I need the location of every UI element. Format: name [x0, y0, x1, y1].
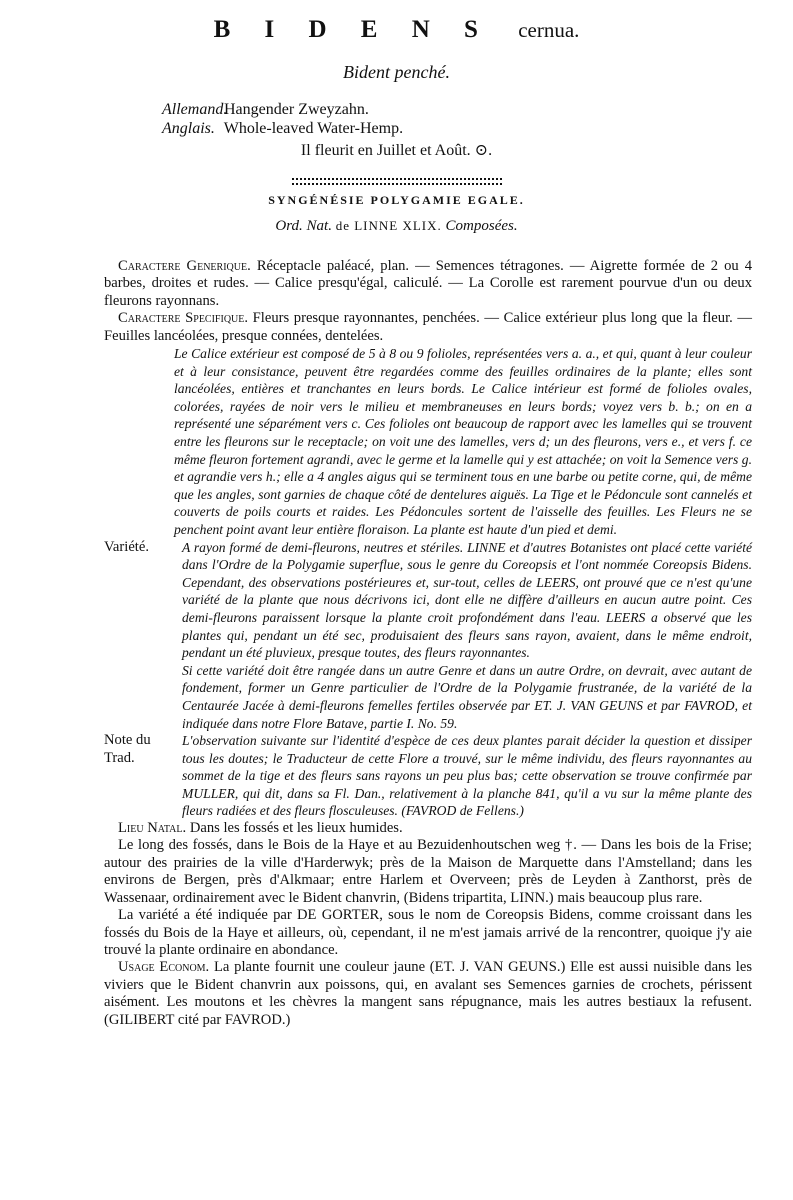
- flowering-period: Il fleurit en Juillet et Août. ⊙.: [300, 142, 493, 159]
- section-text: La plante fournit une couleur jaune (ET. J. VAN GEUNS.) Elle est aussi nuisible dans les viviers que le Bident chanvrin aux poissons, qui, en avalant ses Semences garnies de crochets, périssent aisément. Les moutons et les chèvres la mangent sans répugnance, mais les autres bestiaux la refusent. (GILIBERT cité par FAVROD.): [104, 959, 753, 1028]
- locations: Le long des fossés, dans le Bois de la Haye et au Bezuidenhoutschen weg †. — Dans les bois de la Frise; autour des prairies de la ville d'Harderwyk; près de la Maison de Marquette dans l'Amstelland; dans les environs de Bergen, près d'Alkmaar; entre Harlem et Overveen; près de Leyden à Zanthorst, près de Wassenaar, ordinairement avec le Bident chanvrin, (Bidens tripartita, LINN.) mais beaucoup plus rare.: [104, 837, 752, 906]
- common-name: Whole-leaved Water-Hemp.: [223, 120, 404, 137]
- variety-continuation: Si cette variété doit être rangée dans un autre Genre et dans un autre Ordre, on devrait, avec autant de fondement, former un Genre particulier de l'Ordre de la Polygamie frustranée, de la variété de la Centaurée Jacée à demi-fleurons femelles fertiles observée par ET. J. VAN GEUNS et par FAVROD, et indiquée dans notre Flore Batave, partie I. No. 59.: [182, 662, 752, 731]
- section-label: Usage Econom.: [118, 959, 210, 976]
- natural-order: [0, 218, 793, 235]
- generic-character: [104, 258, 752, 310]
- section-label: Caractere Generique.: [118, 258, 251, 274]
- order-name: Composées.: [445, 218, 518, 234]
- section-text: Réceptacle paléacé, plan. — Semences tétragones. — Aigrette formée de 2 ou 4 barbes, droites et rudes. — Calice presqu'égal, caliculé. — La Corolle est rarement pourvue d'un ou deux fleurons rayonnans.: [104, 258, 753, 309]
- classification: SYNGÉNÉSIE POLYGAMIE EGALE.: [268, 193, 525, 207]
- common-name-german: [162, 100, 403, 119]
- economic-use: [104, 959, 752, 1029]
- section-label: Variété.: [104, 538, 149, 555]
- section-label: Note du Trad.: [104, 732, 151, 766]
- french-name: Bident penché.: [343, 62, 450, 82]
- section-label: Lieu Natal.: [118, 820, 187, 837]
- main-text: [104, 258, 752, 1029]
- language-label: Allemand.: [162, 101, 228, 118]
- common-name: Hangender Zweyzahn.: [224, 101, 369, 118]
- variety-note: La variété a été indiquée par DE GORTER, sous le nom de Coreopsis Bidens, comme croissant dans les fossés du Bois de la Haye et ailleurs, où, cependant, il ne m'est jamais arrivé de la rencontrer, quoique j'y aie trouvé la plante ordinaire en abondance.: [104, 907, 752, 958]
- language-label: Anglais.: [162, 120, 215, 137]
- variety-section: [104, 539, 752, 662]
- ornamental-divider: [292, 178, 502, 185]
- section-text: A rayon formé de demi-fleurons, neutres et stériles. LINNE et d'autres Botanistes ont placé cette variété dans l'Ordre de la Polygamie superflue, sous le genre du Coreopsis et l'ont nommée Coreopsis Bidens. Cependant, des observations postérieures et, sur-tout, celles de LEERS, ont prouvé que ce n'est qu'une variété de la plante que nous décrivons ici, dont elle ne diffère d'ailleurs en aucun autre point. Ces demi-fleurons paraissent lorsque la plante croit profondément dans l'eau. LEERS a observé que les plantes qui, pendant un été sec, produisaient des fleurs sans rayon, avaient, dans le même endroit, pendant un été pluvieux, presque toutes, des fleurs rayonnantes.: [182, 539, 752, 661]
- description: Le Calice extérieur est composé de 5 à 8 ou 9 folioles, représentées vers a. a., et qui, quant à leur couleur et à leur consistance, peuvent être regardées comme des feuilles ordinaires de la plante; elles sont lancéolées, entières et tranchantes en leurs bords. Le Calice intérieur est formé de folioles ovales, colorées, rayées de noir vers le milieu et membraneuses en leurs bords; voyez vers b. b.; on en a représenté une séparément vers c. Ces folioles ont beaucoup de rapport avec les lamelles qui se trouvent entre les fleurons sur le receptacle; on voit une des lamelles, vers d; un des fleurons, vers e., et vers f. ce même fleuron fortement agrandi, avec le germe et la lamelle qui y est attachée; on voit la Semence vers g. et agrandie vers h.; elle a 4 angles aigus qui se terminent tous en une barbe ou petite corne, qui, de même que les angles, sont garnies de chaque côté de dentelures aiguës. La Tige et le Pédoncule sont cannelés et couverts de poils courts et raides. Les Pédoncules sortent de l'aisselle des feuilles. Les Fleurs ne se penchent point avant leur entière floraison. La plante est haute d'un pied et demi.: [174, 346, 752, 537]
- translator-note: [104, 732, 752, 820]
- section-label: Caractere Specifique.: [118, 310, 249, 327]
- section-text: Dans les fossés et les lieux humides.: [189, 820, 403, 837]
- genus-name: B I D E N S: [213, 16, 492, 43]
- order-prefix: Ord. Nat.: [275, 218, 332, 234]
- habitat: [104, 820, 752, 837]
- species-name: cernua.: [518, 18, 580, 42]
- section-text: Fleurs presque rayonnantes, penchées. — Calice extérieur plus long que la fleur. — Feuilles lancéolées, presque connées, dentelées.: [104, 310, 752, 344]
- page-title: [0, 16, 793, 44]
- order-text: de LINNE XLIX.: [335, 218, 442, 233]
- section-text: L'observation suivante sur l'identité d'espèce de ces deux plantes parait décider la question et dissiper tous les doutes; le Traducteur de cette Flore a trouvé, sur le même individu, des fleurs rayonnantes au sommet de la tige et des fleurs sans rayons un peu plus bas; cette observation se trouve confirmée par MULLER, qui dit, dans sa Fl. Dan., relativement à la planche 841, qu'il a vu sur la même plante des fleurs radiées et des fleurs flosculeuses. (FAVROD de Fellens.): [182, 733, 752, 819]
- common-names: [162, 100, 403, 138]
- specific-character: [104, 310, 752, 345]
- common-name-english: [162, 119, 403, 138]
